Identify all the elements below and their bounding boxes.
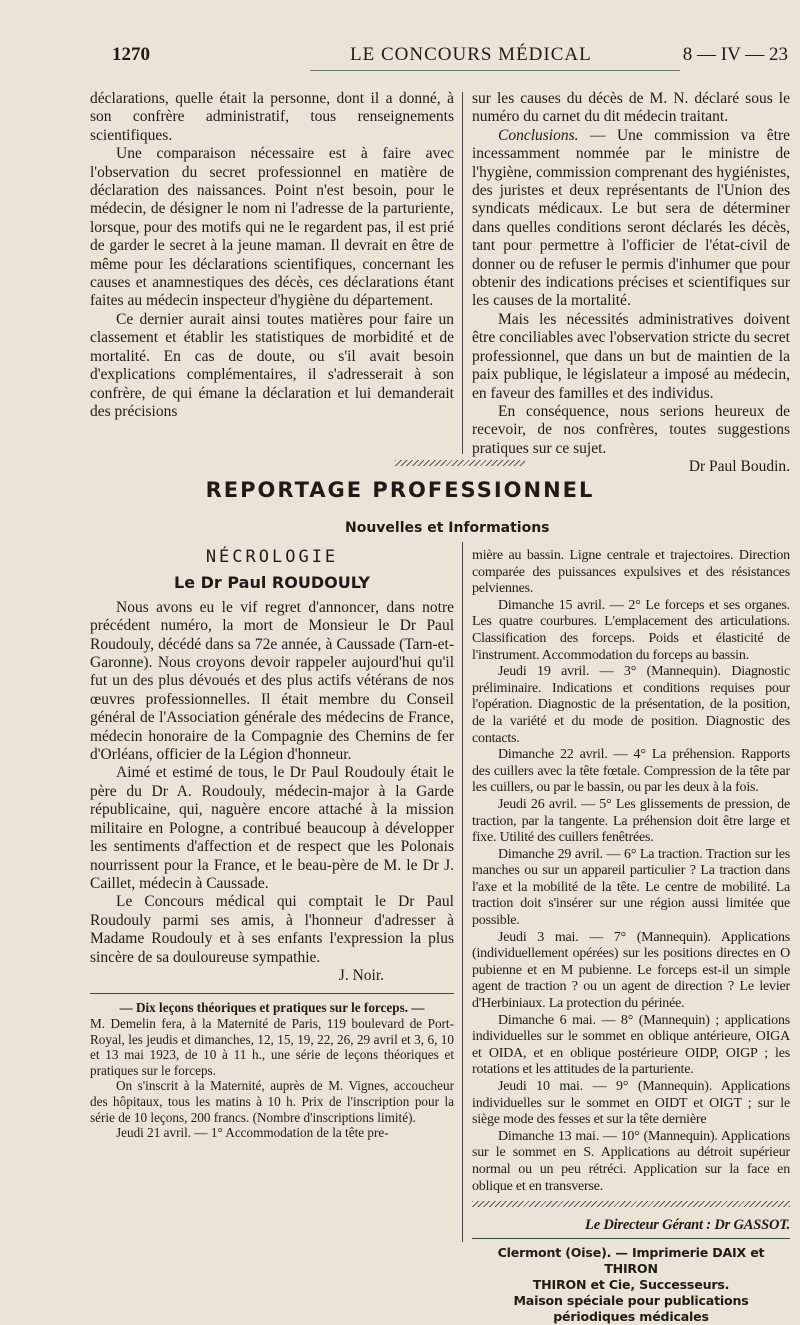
left-column-top (90, 90, 454, 421)
schedule-item: Dimanche 22 avril. — 4° La préhension. Rapports des cuillers avec la tête fœtale. Compression de la tête par les cuillers, ou par le bassin, ou par les deux à la fois. (472, 747, 790, 796)
issue-date: 8 — IV — 23 (682, 44, 788, 65)
printer-line: Clermont (Oise). — Imprimerie DAIX et THIRON (497, 1244, 765, 1276)
signature: Dr Paul Boudin. (688, 458, 790, 476)
schedule-item: Dimanche 29 avril. — 6° La traction. Traction sur les manches ou sur un appareil particulier ? La traction dans l'axe et la mobilité de la tête. Le centre de mobilité. La traction doit s'insérer sur une région aussi limitée que possible. (472, 846, 790, 929)
signature: J. Noir. (338, 966, 384, 984)
rule (472, 1238, 790, 1239)
section-banner: REPORTAGE PROFESSIONNEL (205, 478, 595, 502)
header-rule (310, 70, 680, 71)
directeur-name: Dr GASSOT. (714, 1217, 790, 1234)
paragraph: Jeudi 21 avril. — 1° Accommodation de la tête pre- (116, 1125, 389, 1141)
column-divider (462, 92, 463, 454)
column-divider (462, 542, 463, 1242)
schedule-item: Jeudi 26 avril. — 5° Les glissements de pression, de traction, par la tangente. La préhension doit être large et fixe. Utilité des cuillers fenêtrées. (472, 796, 790, 846)
paragraph: On s'inscrit à la Maternité, auprès de M. Vignes, accoucheur des hôpitaux, tous les matins à 10 h. Prix de l'inscription pour la série de 10 leçons, 200 francs. (Nombre d'inscriptions limité). (90, 1078, 454, 1125)
paragraph: Mais les nécessités administratives doivent être conciliables avec l'observation stricte du secret professionnel, que dans un but de maintien de la paix publique, le législateur a imposé au médecin, en faveur des familles et des individus. (472, 310, 790, 402)
lecons-notice (90, 1000, 454, 1140)
section-subheading: Nouvelles et Informations (345, 520, 550, 536)
schedule-item: Jeudi 3 mai. — 7° (Mannequin). Applications (individuellement opérées) sur les positions directes en O pubienne et en M pubienne. Le forceps est-il un simple agent de traction ? ou un agent de direction ? Le levier d'Herbiniaux. La protection du périnée. (472, 929, 790, 1012)
paragraph: déclarations, quelle était la personne, dont il a donné, à son confrère administratif, tous renseignements scientifiques. (90, 90, 454, 144)
paragraph: Aimé et estimé de tous, le Dr Paul Roudouly était le père du Dr A. Roudouly, médecin-major à la Garde républicaine, qui, naguère encore attaché à la mission militaire en Pologne, a contribué beaucoup à développer les sentiments d'affection et de respect que les Polonais nourrissent pour la France, et le beau-père de M. le Dr J. Caillet, médecin à Caussade. (90, 764, 454, 892)
notice-title: — Dix leçons théoriques et pratiques sur le forceps. — (119, 1000, 425, 1016)
schedule-item: Jeudi 10 mai. — 9° (Mannequin). Applications individuelles sur le sommet en OIDT et OIGT ; sur le siège mode des fesses et sur la tête dernière (472, 1079, 790, 1128)
paragraph: Nous avons eu le vif regret d'annoncer, dans notre précédent numéro, la mort de Monsieur le Dr Paul Roudouly, décédé dans sa 72e année, à Caussade (Tarn-et-Garonne). Nous croyons devoir rappeler aujourd'hui qu'il fut un des plus dévoués et des plus actifs vétérans de nos œuvres professionnelles. Il était membre du Conseil général de l'Association générale des médecins de France, médecin honoraire de la Compagnie des Chemins de fer d'Orléans, officier de la Légion d'honneur. (90, 598, 454, 764)
directeur-label: Le Directeur Gérant : (585, 1217, 715, 1234)
paragraph: Ce dernier aurait ainsi toutes matières pour faire un classement et établir les statistiques de morbidité et de mortalité. En cas de doute, ou s'il avait besoin d'explications complémentaires, il s'adresserait à son confrère, de qui émane la déclaration et lui demanderait des précisions (90, 310, 454, 420)
right-column-bottom (472, 548, 790, 1325)
schedule-item: Dimanche 15 avril. — 2° Le forceps et ses organes. Les quatre courbures. L'emplacement des articulations. Classification des forceps. Poids et élasticité de l'instrument. Accommodation du forceps au bassin. (472, 597, 790, 663)
paragraph: sur les causes du décès de M. N. déclaré sous le numéro du carnet du dit médecin traitant. (472, 90, 790, 126)
successors-line: THIRON et Cie, Successeurs. (532, 1276, 730, 1292)
schedule-item: mière au bassin. Ligne centrale et trajectoires. Direction comparée des puissances expulsives et des résistances pelviennes. (472, 548, 790, 597)
paragraph: Une comparaison nécessaire est à faire avec l'observation du secret professionnel en matière de déclaration des naissances. Point n'est besoin, pour le médecin, de désigner le nom ni l'adresse de la parturiente, lorsque, pour des motifs qui ne le regardent pas, il est prié de garder le secret à la jeune maman. Il devrait en être de même pour les déclarations scientifiques, concernant les causes et anamnestiques des décès, ces déclarations étant faites au médecin inspecteur d'hygiène du département. (90, 145, 454, 310)
left-column-bottom (90, 548, 454, 1141)
necrology-heading: NÉCROLOGIE (205, 547, 339, 567)
publisher-line: Maison spéciale pour publications périodiques médicales (513, 1292, 749, 1324)
conclusions-text: — Une commission va être incessamment nommée par le ministre de l'hygiène, commission comprenant des hygiénistes, des juristes et deux représentants de l'Union des syndicats médicaux. Le but sera de déterminer dans quelles conditions seront déclarés les décès, tant pour permettre à l'officier de l'état-civil de donner ou de refuser le permis d'inhumer que pour obtenir des indications précises et scientifiques sur les causes de la mortalité. (472, 126, 790, 310)
ornament-divider (395, 460, 525, 466)
schedule-item: Dimanche 6 mai. — 8° (Mannequin) ; applications individuelles sur le sommet en oblique antérieure, OIGA et OIDA, et en oblique postérieure OIDP, OIGP ; les rotations et les attitudes de la parturiente. (472, 1012, 790, 1078)
right-column-top (472, 90, 790, 477)
schedule-item: Jeudi 19 avril. — 3° (Mannequin). Diagnostic préliminaire. Indications et conditions requises pour l'opération. Diagnostic de la présentation, de la position, de la variété et du mode de position. Diagnostic des contacts. (472, 664, 790, 746)
page-number: 1270 (112, 44, 150, 65)
ornament-divider (472, 1201, 790, 1207)
journal-title: LE CONCOURS MÉDICAL (350, 44, 592, 65)
rule (90, 993, 454, 994)
obituary-title: Le Dr Paul ROUDOULY (174, 573, 370, 593)
directeur-line (472, 1217, 790, 1234)
page-header (70, 38, 790, 74)
paragraph (472, 127, 790, 311)
paragraph: En conséquence, nous serions heureux de recevoir, de nos confrères, toutes suggestions pratiques sur ce sujet. (472, 402, 790, 457)
conclusions-label: Conclusions. (498, 126, 579, 144)
paragraph: M. Demelin fera, à la Maternité de Paris, 119 boulevard de Port-Royal, les jeudis et dimanches, 12, 15, 19, 22, 26, 29 avril et 3, 6, 10 et 13 mai 1923, de 10 à 11 h., une série de leçons théoriques et pratiques sur le forceps. (90, 1015, 454, 1078)
paragraph: Le Concours médical qui comptait le Dr Paul Roudouly parmi ses amis, à l'honneur d'adresser à Madame Roudouly et à ses enfants l'expression la plus sincère de sa douloureuse sympathie. (90, 893, 454, 966)
schedule-item: Dimanche 13 mai. — 10° (Mannequin). Applications sur le sommet en S. Applications au détroit supérieur normal ou un peu rétréci. Application sur la face en oblique et en transverse. (472, 1128, 790, 1194)
